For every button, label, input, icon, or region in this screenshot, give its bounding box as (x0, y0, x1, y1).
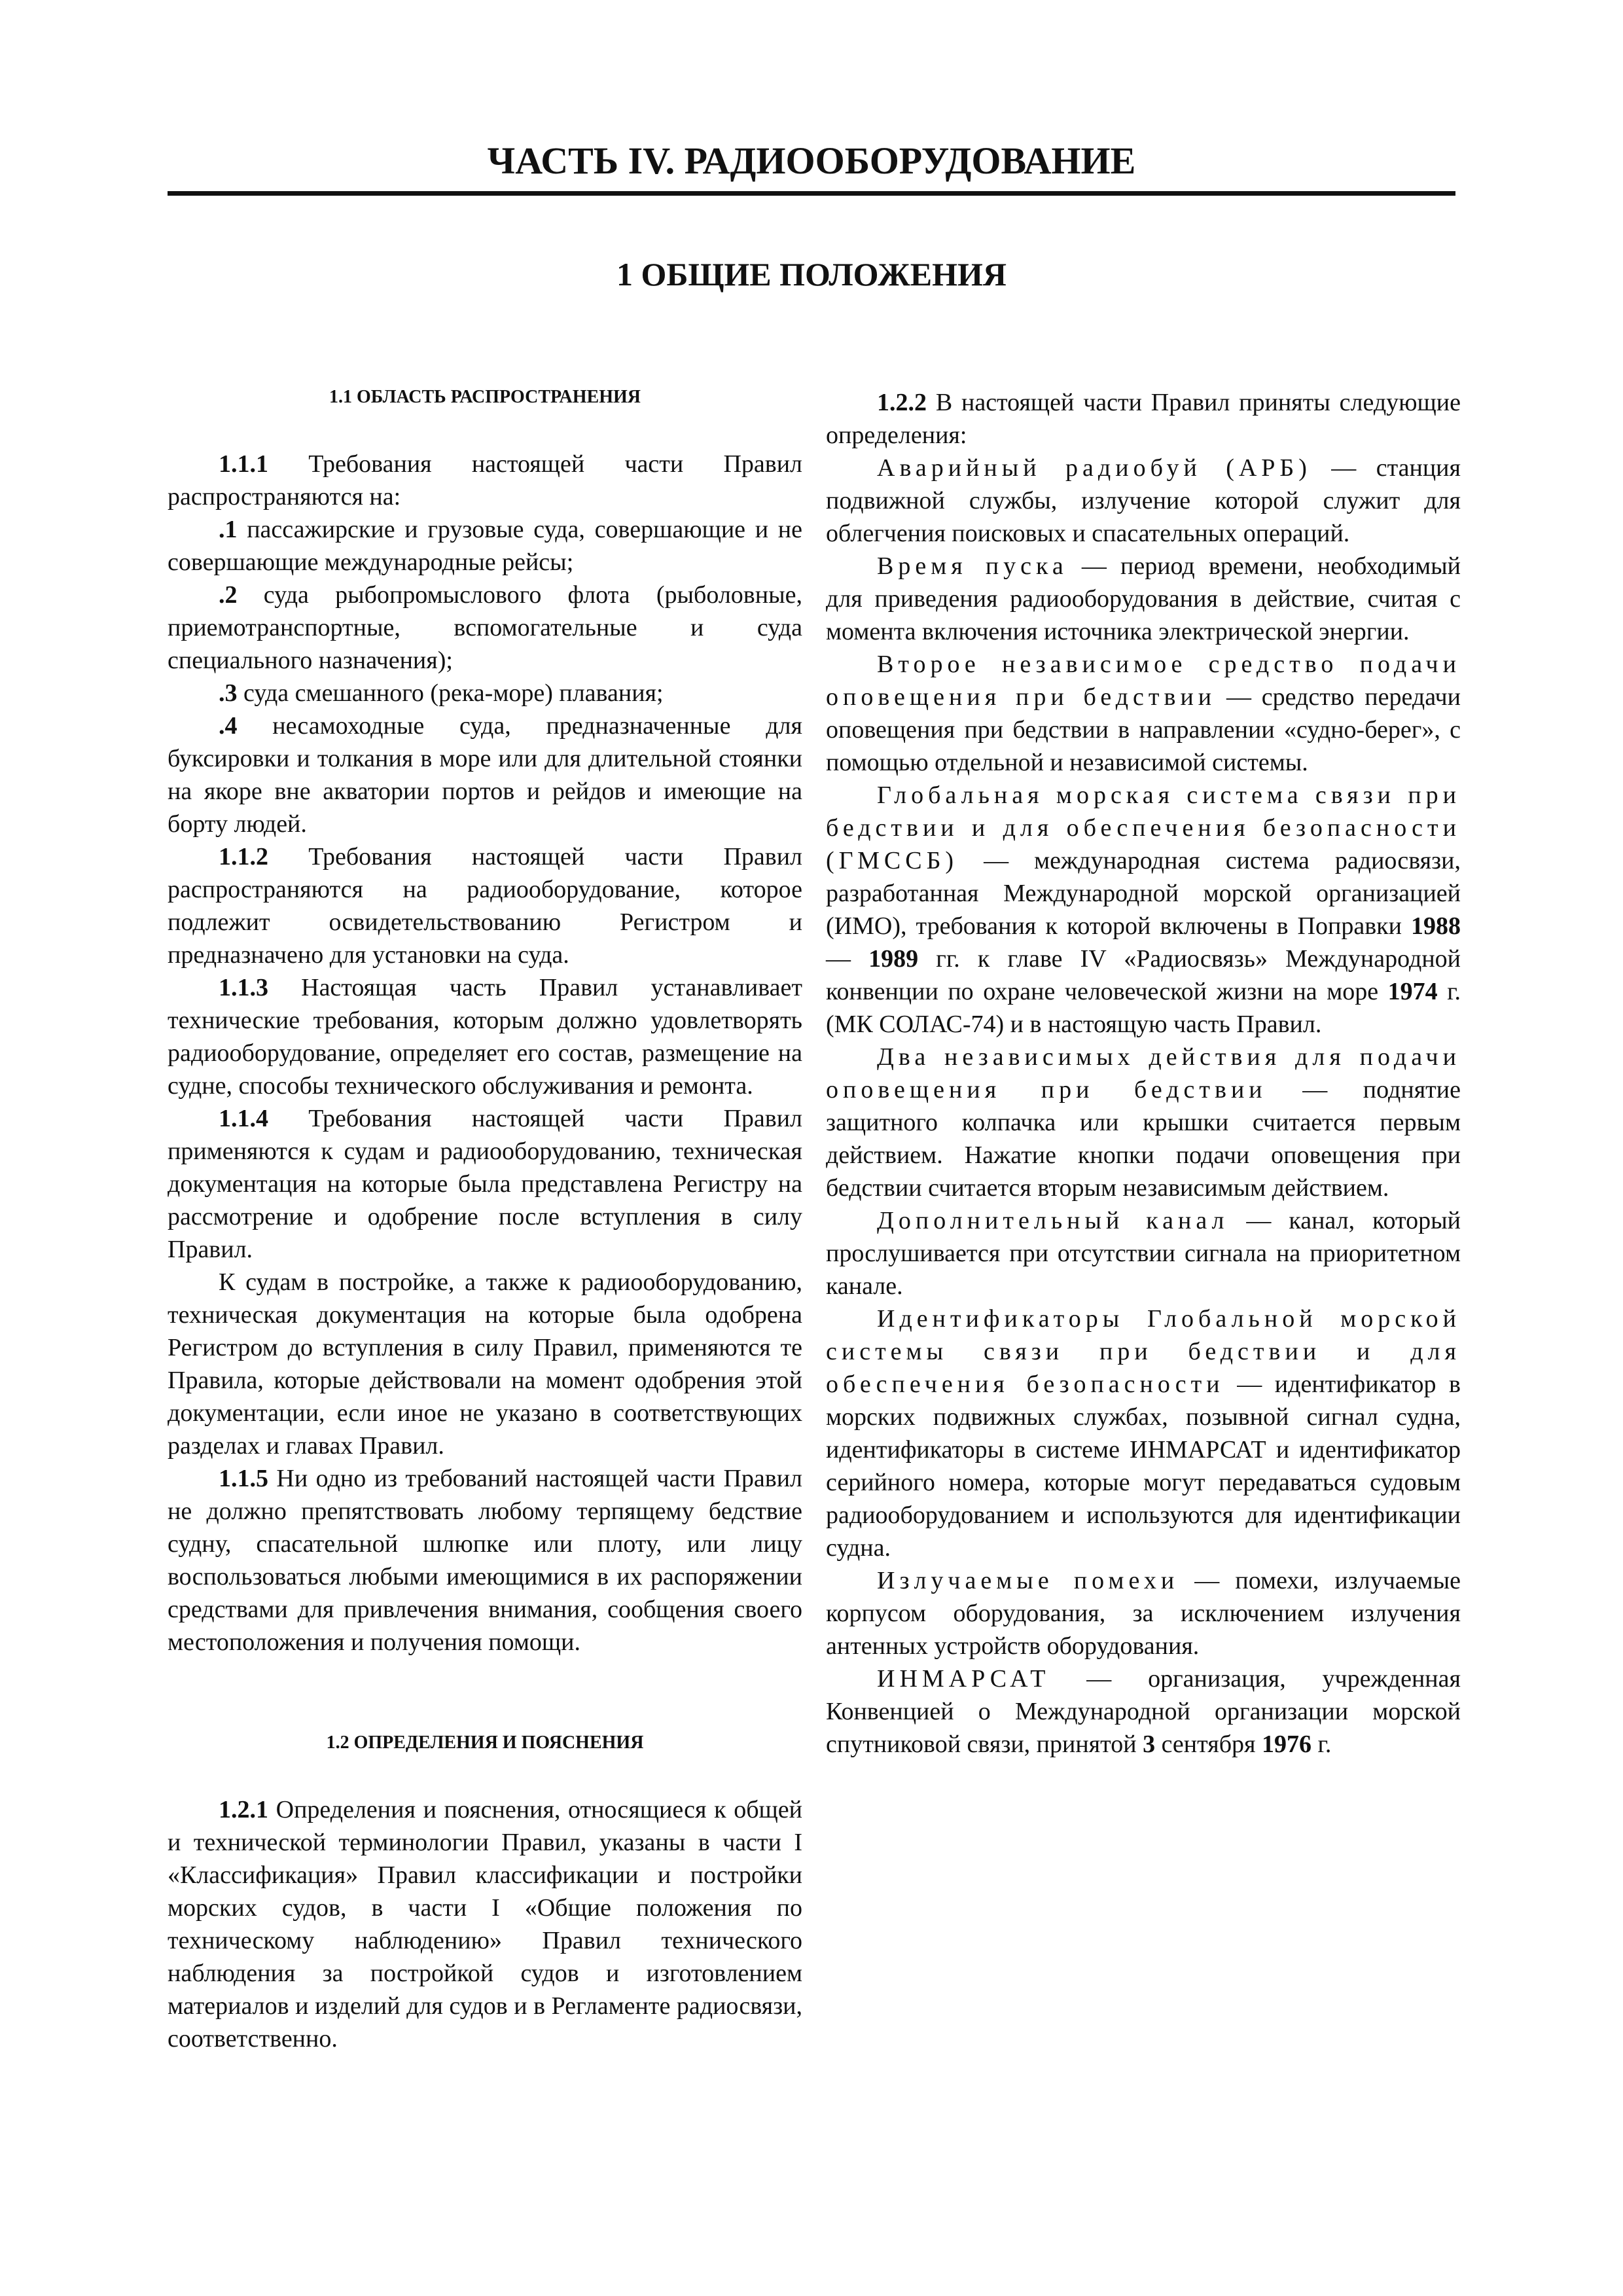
definition-start-time (826, 550, 1461, 648)
item-number: .4 (219, 712, 238, 740)
section-title: 1 ОБЩИЕ ПОЛОЖЕНИЯ (616, 256, 1007, 293)
item-number: .1 (219, 516, 238, 543)
clause-number: 1.1.4 (219, 1105, 268, 1132)
item-text: суда смешанного (река-море) плавания; (237, 679, 664, 707)
clause-number: 1.1.2 (219, 843, 268, 870)
definition-second-means (826, 648, 1461, 779)
paragraph-text: В настоящей части Правил приняты следующие определения: (826, 389, 1461, 449)
part-title: ЧАСТЬ IV. РАДИООБОРУДОВАНИЕ (487, 139, 1136, 182)
paragraph-1-1-2 (168, 840, 802, 971)
definition-term: Глобальная морская система связи при бедствии и для обеспечения безопасности (ГМССБ) (826, 781, 1461, 874)
paragraph-1-1-4 (168, 1102, 802, 1266)
list-item-3 (168, 677, 802, 709)
definition-term: Два независимых действия для подачи оповещения при бедствии (826, 1043, 1461, 1103)
definition-arb (826, 452, 1461, 550)
definition-text: г. (МК СОЛАС-74) и в настоящую часть Правил. (826, 978, 1461, 1038)
clause-number: 1.1.3 (219, 974, 268, 1001)
paragraph-1-1-4-continued: К судам в постройке, а также к радиооборудованию, техническая документация на которые была одобрена Регистром до вступления в силу Правил, применяются те Правила, которые действовали на момент одобрения этой документации, если иное не указано в соответствующих разделах и главах Правил. (168, 1268, 802, 1460)
definition-text: — станция подвижной службы, излучение которой служит для облегчения поисковых и спасательных операций. (826, 454, 1461, 547)
definition-additional-channel (826, 1204, 1461, 1302)
paragraph-1-1-3 (168, 971, 802, 1102)
paragraph-text: Определения и пояснения, относящиеся к общей и технической терминологии Правил, указаны в части I «Классификация» Правил классификации и постройки морских судов, в части I «Общие положения по техническому наблюдению» Правил технического наблюдения за постройкой судов и изготовлением материалов и изделий для судов и в Регламенте радиосвязи, соответственно. (168, 1796, 802, 2053)
item-number: .3 (219, 679, 238, 707)
paragraph-text: Требования настоящей части Правил распространяются на: (168, 450, 802, 511)
paragraph-text: Требования настоящей части Правил распространяются на радиооборудование, которое подлежит освидетельствованию Регистром и предназначено для установки на суда. (168, 843, 802, 969)
section-1-2-heading: 1.2 ОПРЕДЕЛЕНИЯ И ПОЯСНЕНИЯ (326, 1732, 644, 1753)
clause-number: 1.2.1 (219, 1796, 268, 1823)
definition-text: — период времени, необходимый для приведения радиооборудования в действие, считая с момента включения источника электрической энергии. (826, 552, 1461, 645)
definition-text: — международная система радиосвязи, разработанная Международной морской организацией (ИМО), требования к которой включены в Поправки (826, 847, 1461, 940)
item-text: несамоходные суда, предназначенные для буксировки и толкания в море или для длительной стоянки на якоре вне акватории портов и рейдов и имеющие на борту людей. (168, 712, 802, 838)
day: 3 (1143, 1731, 1156, 1758)
year: 1976 (1262, 1731, 1312, 1758)
item-text: суда рыбопромыслового флота (рыболовные, приемотранспортные, вспомогательные и суда специального назначения); (168, 581, 802, 674)
list-item-2 (168, 579, 802, 677)
definition-term: Идентификаторы Глобальной морской системы связи при бедствии и для обеспечения безопасности (826, 1305, 1461, 1398)
definition-text: — (826, 945, 869, 973)
paragraph-1-1-5 (168, 1462, 802, 1659)
paragraph-1-2-2 (826, 386, 1461, 452)
definition-inmarsat (826, 1662, 1461, 1761)
year: 1974 (1387, 978, 1438, 1005)
definition-term: Дополнительный канал (877, 1207, 1229, 1234)
definition-gmdss (826, 779, 1461, 1041)
definition-text: — поднятие защитного колпачка или крышки считается первым действием. Нажатие кнопки подачи оповещения при бедствии считается вторым независимым действием. (826, 1076, 1461, 1202)
clause-number: 1.1.1 (219, 450, 268, 478)
paragraph-text: Требования настоящей части Правил применяются к судам и радиооборудованию, техническая документация на которые была представлена Регистру на рассмотрение и одобрение после вступления в силу Правил. (168, 1105, 802, 1263)
definition-text: сентября (1155, 1731, 1262, 1758)
list-item-4 (168, 709, 802, 840)
definition-term: Второе независимое средство подачи оповещения при бедствии (826, 651, 1461, 711)
definition-term: ИНМАРСАТ (877, 1665, 1050, 1693)
definition-term: Аварийный радиобуй (АРБ) (877, 454, 1311, 482)
definition-text: — средство передачи оповещения при бедствии в направлении «судно-берег», с помощью отдельной и независимой системы. (826, 683, 1461, 776)
list-item-1 (168, 513, 802, 579)
year: 1989 (868, 945, 919, 973)
right-column (826, 386, 1461, 1761)
definition-text: — канал, который прослушивается при отсутствии сигнала на приоритетном канале. (826, 1207, 1461, 1300)
definition-term: Время пуска (877, 552, 1068, 580)
definition-text: — помехи, излучаемые корпусом оборудования, за исключением излучения антенных устройств оборудования. (826, 1567, 1461, 1660)
paragraph-1-2-1 (168, 1793, 802, 2055)
definition-text: — организация, учрежденная Конвенцией о Международной организации морской спутниковой связи, принятой (826, 1665, 1461, 1758)
definition-text: гг. к главе IV «Радиосвязь» Международной конвенции по охране человеческой жизни на море (826, 945, 1461, 1005)
paragraph-text: Настоящая часть Правил устанавливает технические требования, которым должно удовлетворять радиооборудование, определяет его состав, размещение на судне, способы технического обслуживания и ремонта. (168, 974, 802, 1100)
title-rule (168, 191, 1455, 196)
paragraph-1-1-1 (168, 448, 802, 513)
definition-text: — идентификатор в морских подвижных службах, позывной сигнал судна, идентификаторы в системе ИНМАРСАТ и идентификатор серийного номера, которые могут передаваться судовым радиооборудованием и используются для идентификации судна. (826, 1371, 1461, 1562)
clause-number: 1.2.2 (877, 389, 927, 416)
year: 1988 (1411, 912, 1461, 940)
section-1-1-heading: 1.1 ОБЛАСТЬ РАСПРОСТРАНЕНИЯ (329, 387, 641, 407)
definition-radiated-interference (826, 1564, 1461, 1662)
clause-number: 1.1.5 (219, 1465, 268, 1492)
definition-gmdss-identifiers (826, 1302, 1461, 1564)
item-number: .2 (219, 581, 238, 609)
paragraph-text: Ни одно из требований настоящей части Правил не должно препятствовать любому терпящему бедствие судну, спасательной шлюпке или плоту, или лицу воспользоваться любыми имеющимися в их распоряжении средствами для привлечения внимания, сообщения своего местоположения и получения помощи. (168, 1465, 802, 1656)
left-column (168, 386, 802, 2055)
definition-text: г. (1311, 1731, 1332, 1758)
item-text: пассажирские и грузовые суда, совершающие и не совершающие международные рейсы; (168, 516, 802, 576)
definition-term: Излучаемые помехи (877, 1567, 1179, 1594)
definition-two-actions (826, 1041, 1461, 1204)
